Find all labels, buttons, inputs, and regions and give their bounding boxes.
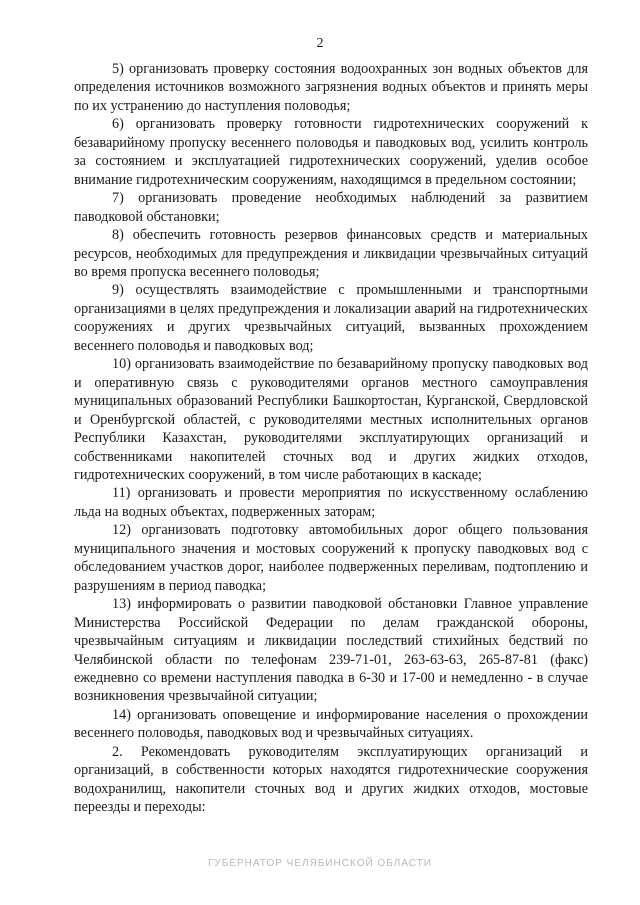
paragraph-item-5: 5) организовать проверку состояния водоохранных зон водных объектов для определения источников возможного загрязнения водных объектов и принять меры по их устранению до наступления половодья; xyxy=(74,61,588,114)
document-body xyxy=(74,60,588,817)
paragraph-item-13: 13) информировать о развитии паводковой обстановки Главное управление Министерства Российской Федерации по делам гражданской обороны, чрезвычайным ситуациям и ликвидации последствий стихийных бедствий по Челябинской области по телефонам 239-71-01, 263-63-63, 265-87-81 (факс) ежедневно со времени наступления паводка в 6-30 и 17-00 и немедленно - в случае возникновения чрезвычайной ситуации; xyxy=(74,596,588,705)
page-number: 2 xyxy=(316,36,324,51)
paragraph-item-6: 6) организовать проверку готовности гидротехнических сооружений к безаварийному пропуску весеннего половодья и паводковых вод, усилить контроль за состоянием и эксплуатацией гидротехнических сооружений, уделив особое внимание гидротехническим сооружениям, находящимся в предельном состоянии; xyxy=(74,116,588,188)
paragraph-item-9: 9) осуществлять взаимодействие с промышленными и транспортными организациями в целях предупреждения и локализации аварий на гидротехнических сооружениях и других чрезвычайных ситуаций, вызванных прохождением весеннего половодья и паводковых вод; xyxy=(74,282,588,354)
paragraph-item-10: 10) организовать взаимодействие по безаварийному пропуску паводковых вод и оперативную связь с руководителями органов местного самоуправления муниципальных образований Республики Башкортостан, Курганской, Свердловской и Оренбургской областей, с руководителями местных исполнительных органов Республики Казахстан, руководителями эксплуатирующих организаций и собственниками накопителей сточных вод и других жидких отходов, гидротехнических сооружений, в том числе работающих в каскаде; xyxy=(74,356,588,483)
paragraph-item-11: 11) организовать и провести мероприятия по искусственному ослаблению льда на водных объектах, подверженных заторам; xyxy=(74,485,588,520)
paragraph-item-12: 12) организовать подготовку автомобильных дорог общего пользования муниципального значения и мостовых сооружений к пропуску паводковых вод с обследованием участков дорог, наиболее подверженных переливам, подтоплению и разрушениям в период паводка; xyxy=(74,522,588,594)
paragraph-item-14: 14) организовать оповещение и информирование населения о прохождении весеннего половодья, паводковых вод и чрезвычайных ситуациях. xyxy=(74,706,588,742)
footer-watermark: ГУБЕРНАТОР ЧЕЛЯБИНСКОЙ ОБЛАСТИ xyxy=(208,858,432,869)
paragraph-item-7: 7) организовать проведение необходимых наблюдений за развитием паводковой обстановки; xyxy=(74,190,588,225)
paragraph-item-8: 8) обеспечить готовность резервов финансовых средств и материальных ресурсов, необходимых для предупреждения и ликвидации чрезвычайных ситуаций во время пропуска весеннего половодья; xyxy=(74,227,588,280)
paragraph-section-2: 2. Рекомендовать руководителям эксплуатирующих организаций и организаций, в собственности которых находятся гидротехнические сооружения водохранилищ, накопители сточных вод и других жидких отходов, мостовые переезды и переходы: xyxy=(74,743,588,816)
